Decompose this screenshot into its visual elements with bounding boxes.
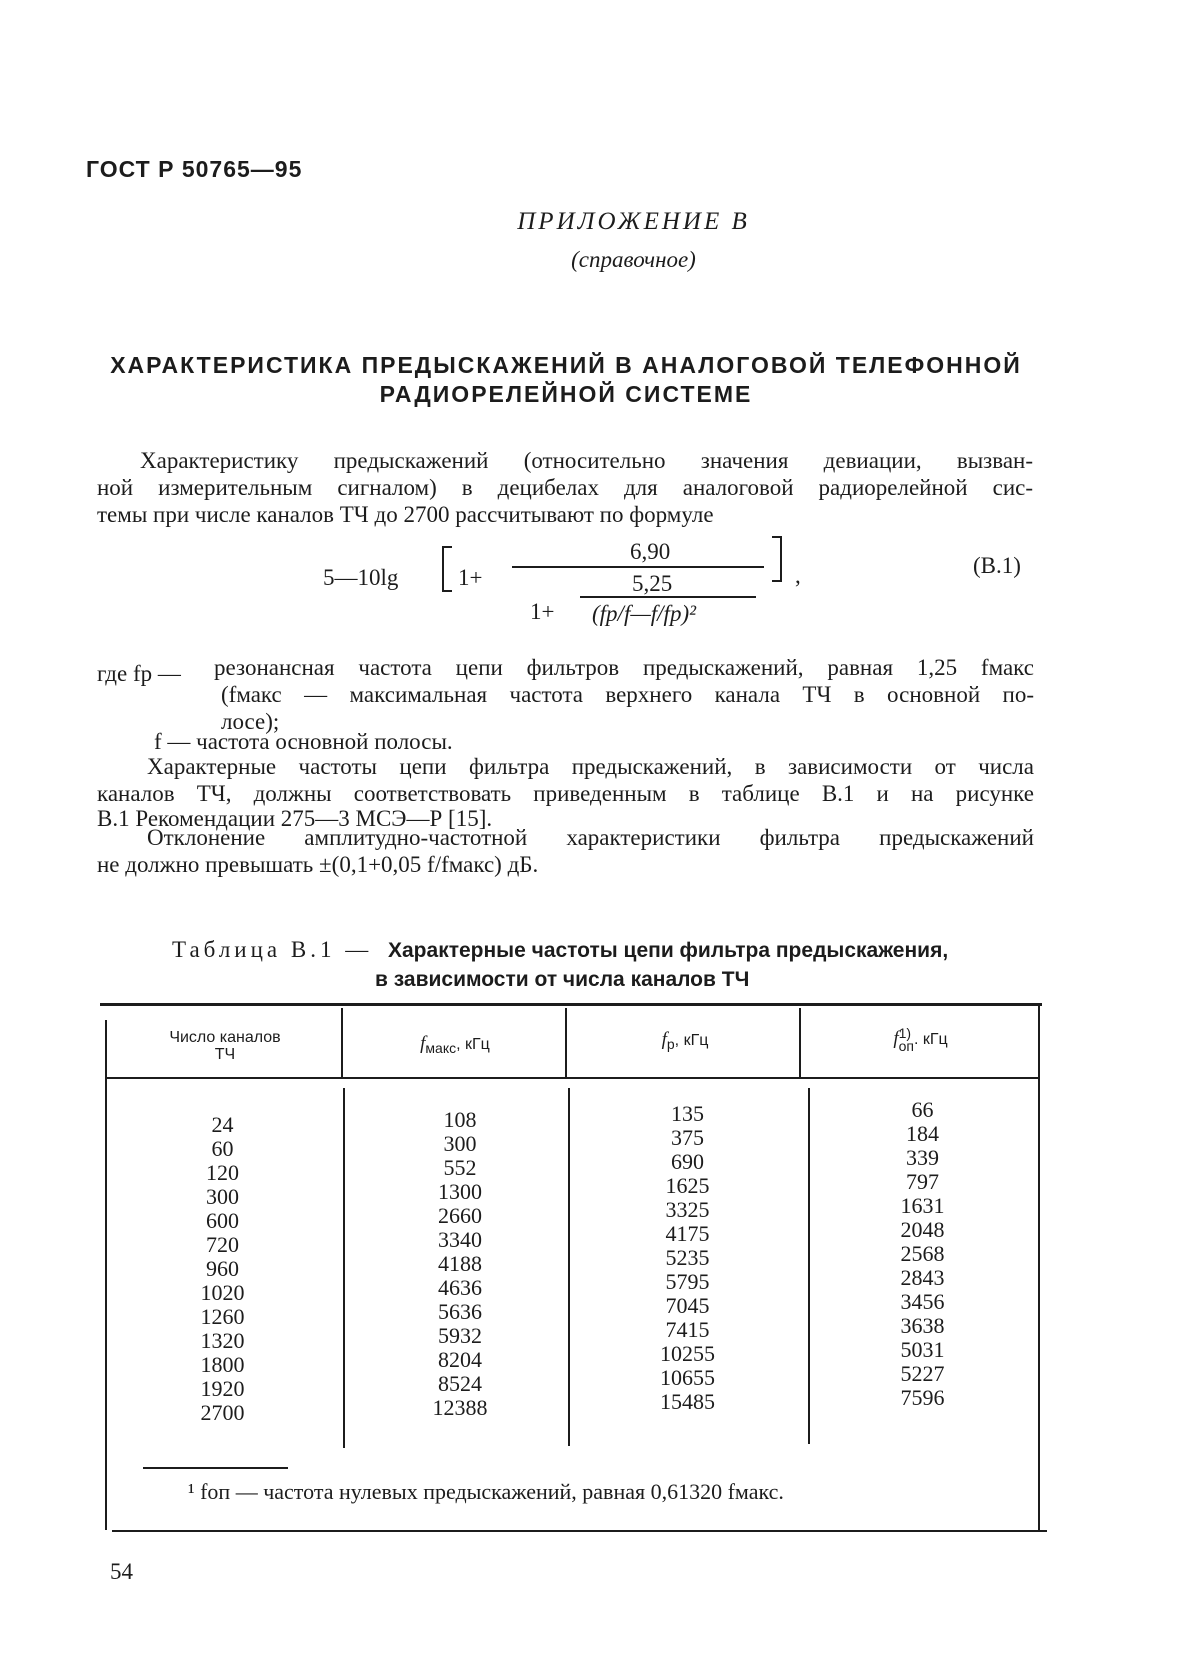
column-fop <box>840 1098 1005 1410</box>
table-cell-fop: 3456 <box>900 1289 945 1314</box>
table-cell-fop: 7596 <box>900 1385 945 1410</box>
formula-one-plus: 1+ <box>458 565 483 590</box>
section-heading-line1: ХАРАКТЕРИСТИКА ПРЕДЫСКАЖЕНИЙ В АНАЛОГОВОЙ ТЕЛЕФОННОЙ <box>110 352 1022 378</box>
formula-numerator: 6,90 <box>630 539 671 564</box>
table-bottom-rule <box>112 1530 1047 1532</box>
appendix-subtitle: (справочное) <box>571 247 696 272</box>
intro-line-3: темы при числе каналов ТЧ до 2700 рассчитывают по формуле <box>97 502 714 527</box>
table-cell-fop: 2568 <box>900 1241 945 1266</box>
table-cell-channels: 60 <box>211 1136 234 1161</box>
table-left-border <box>105 1020 107 1530</box>
para2-line1: Характерные частоты цепи фильтра предыскажений, в зависимости от числа <box>147 754 1034 779</box>
appendix-title: ПРИЛОЖЕНИЕ В <box>517 208 750 235</box>
table-cell-fmax: 8524 <box>438 1371 482 1396</box>
table-cell-fop: 339 <box>906 1145 939 1170</box>
table-footnote: ¹ fоп — частота нулевых предыскажений, равная 0,61320 fмакс. <box>188 1479 784 1504</box>
table-cell-fop: 3638 <box>900 1313 945 1338</box>
fp-definition-line3: лосе); <box>221 709 280 734</box>
header-fop: f 1) оп . кГц <box>893 1025 948 1054</box>
formula-inner-denominator: (fр/f—f/fр)² <box>592 601 697 626</box>
where-label: где fр — <box>97 661 181 686</box>
table-cell-channels: 1020 <box>200 1280 245 1305</box>
table-cell-channels: 2700 <box>200 1400 245 1425</box>
table-cell-fp: 10255 <box>660 1341 715 1366</box>
para2-line2: каналов ТЧ, должны соответствовать приведенным в таблице В.1 и на рисунке <box>97 781 1034 806</box>
table-cell-fp: 690 <box>671 1149 704 1174</box>
table-cell-fop: 184 <box>906 1121 939 1146</box>
table-cell-fp: 5235 <box>665 1245 710 1270</box>
section-heading-line2: РАДИОРЕЛЕЙНОЙ СИСТЕМЕ <box>379 381 753 407</box>
table-cell-channels: 720 <box>206 1232 239 1257</box>
table-cell-fp: 1625 <box>665 1173 710 1198</box>
table-cell-fop: 797 <box>906 1169 939 1194</box>
table-cell-channels: 300 <box>206 1184 239 1209</box>
left-bracket <box>442 546 452 592</box>
table-cell-fmax: 5932 <box>438 1323 482 1348</box>
table-cell-fop: 2843 <box>900 1265 945 1290</box>
table-cell-fmax: 108 <box>443 1107 477 1132</box>
table-cell-fp: 375 <box>671 1125 704 1150</box>
formula-lead: 5—10lg <box>323 565 399 590</box>
table-cell-fp: 4175 <box>665 1221 710 1246</box>
table-cell-fp: 7045 <box>665 1293 710 1318</box>
formula-inner-numerator: 5,25 <box>632 571 673 596</box>
col-divider-3 <box>808 1088 810 1444</box>
table-cell-fmax: 4188 <box>438 1251 482 1276</box>
col-divider-1-header <box>341 1008 343 1078</box>
table-cell-fop: 66 <box>911 1097 934 1122</box>
table-cell-fp: 5795 <box>665 1269 710 1294</box>
table-right-border <box>1038 1006 1040 1531</box>
column-fmax <box>375 1108 545 1420</box>
fp-definition-line1: резонансная частота цепи фильтров предыскажений, равная 1,25 fмакс <box>214 655 1034 680</box>
table-cell-fmax: 12388 <box>432 1395 488 1420</box>
table-cell-fop: 5031 <box>900 1337 945 1362</box>
formula-number: (В.1) <box>973 553 1021 578</box>
formula-comma: , <box>795 563 801 588</box>
table-cell-channels: 1920 <box>200 1376 245 1401</box>
table-cell-fp: 7415 <box>665 1317 710 1342</box>
header-fp: fр, кГц <box>661 1029 709 1052</box>
intro-line-2: ной измерительным сигналом) в децибелах для аналоговой радиорелейной сис- <box>97 475 1033 500</box>
table-cell-fmax: 8204 <box>438 1347 482 1372</box>
column-channels <box>140 1113 305 1425</box>
col-divider-2-header <box>565 1008 567 1078</box>
table-cell-fop: 1631 <box>900 1193 945 1218</box>
fraction-bar-outer <box>512 566 764 568</box>
table-cell-fmax: 5636 <box>438 1299 482 1324</box>
table-header-rule <box>105 1077 1039 1079</box>
table-cell-fp: 10655 <box>660 1365 715 1390</box>
header-channels: Число каналов ТЧ <box>169 1029 281 1063</box>
table-cell-channels: 1320 <box>200 1328 245 1353</box>
table-caption-line1: Характерные частоты цепи фильтра предыскажения, <box>388 939 949 962</box>
para3-line2: не должно превышать ±(0,1+0,05 f/fмакс) дБ. <box>97 852 539 877</box>
table-cell-fp: 135 <box>671 1101 704 1126</box>
page-number: 54 <box>110 1559 133 1584</box>
formula-inner-one-plus: 1+ <box>530 599 555 624</box>
column-fp <box>600 1102 775 1414</box>
table-caption-prefix: Таблица В.1 — <box>172 937 373 962</box>
table-cell-fmax: 1300 <box>438 1179 482 1204</box>
table-cell-channels: 960 <box>206 1256 239 1281</box>
table-cell-channels: 600 <box>206 1208 239 1233</box>
right-bracket <box>772 536 782 582</box>
header-fmax: fмакс, кГц <box>420 1033 490 1056</box>
col-divider-1 <box>343 1088 345 1448</box>
table-cell-fop: 2048 <box>900 1217 945 1242</box>
fp-definition-line2: (fмакс — максимальная частота верхнего канала ТЧ в основной по- <box>221 682 1034 707</box>
para2-line3: В.1 Рекомендации 275—3 МСЭ—Р [15]. <box>97 806 493 831</box>
footnote-rule <box>143 1467 288 1469</box>
table-cell-fp: 15485 <box>660 1389 715 1414</box>
table-cell-fmax: 2660 <box>438 1203 482 1228</box>
table-cell-fmax: 300 <box>443 1131 477 1156</box>
table-top-rule <box>100 1003 1042 1006</box>
table-cell-channels: 120 <box>206 1160 239 1185</box>
table-cell-fmax: 552 <box>443 1155 477 1180</box>
table-cell-fmax: 3340 <box>438 1227 482 1252</box>
f-definition: f — частота основной полосы. <box>154 729 453 754</box>
table-cell-fp: 3325 <box>665 1197 710 1222</box>
document-id: ГОСТ Р 50765—95 <box>86 156 303 182</box>
table-cell-channels: 24 <box>211 1112 234 1137</box>
table-cell-channels: 1800 <box>200 1352 245 1377</box>
table-caption-line2: в зависимости от числа каналов ТЧ <box>375 968 750 991</box>
table-cell-channels: 1260 <box>200 1304 245 1329</box>
intro-line-1: Характеристику предыскажений (относительно значения девиации, вызван- <box>140 448 1033 473</box>
table-cell-fop: 5227 <box>900 1361 945 1386</box>
table-cell-fmax: 4636 <box>438 1275 482 1300</box>
col-divider-2 <box>568 1088 570 1446</box>
para3-line1: Отклонение амплитудно-частотной характеристики фильтра предыскажений <box>147 825 1034 850</box>
fraction-bar-inner <box>580 596 756 598</box>
